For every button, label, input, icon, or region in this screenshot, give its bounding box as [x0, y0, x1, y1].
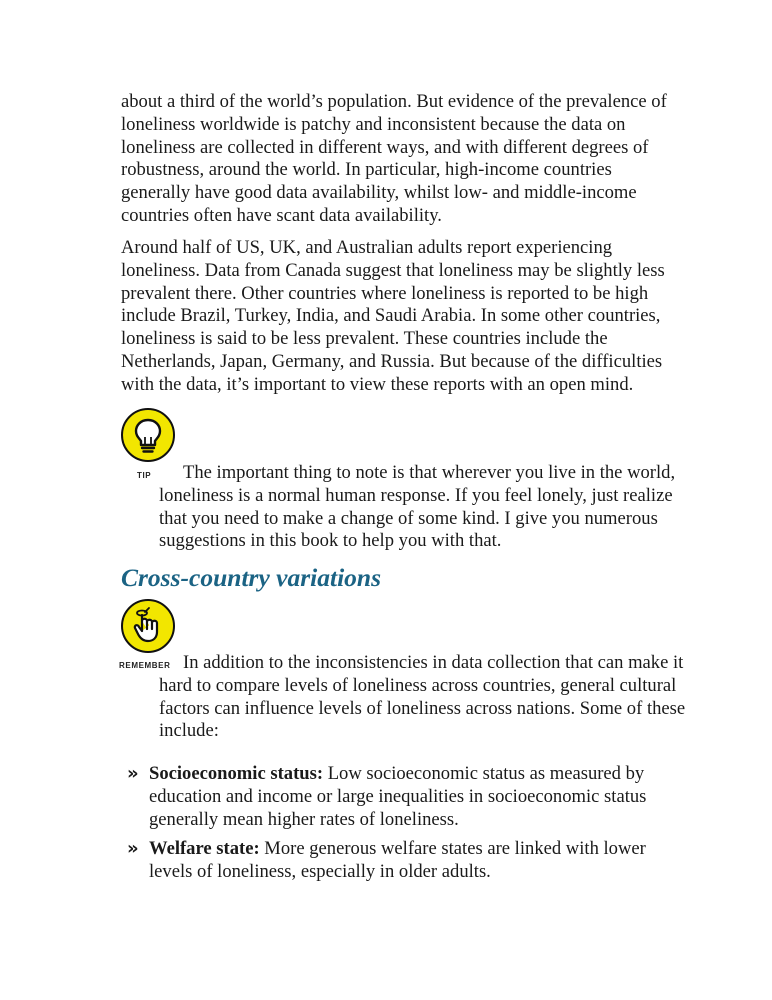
- body-paragraph: about a third of the world’s population. But evidence of the prevalence of loneliness worldwide is patchy and inconsistent because the data on loneliness are collected in different ways, and with different degrees of robustness, around the world. In particular, high-income countries generally have good data availability, whilst low- and middle-income countries often have scant data availability.: [121, 91, 667, 226]
- remember-paragraph: In addition to the inconsistencies in data collection that can make it hard to compare levels of loneliness across countries, general cultural factors can influence levels of loneliness across nations. Some of these include:: [159, 652, 686, 742]
- bullet-text: More generous welfare states are linked with lower levels of loneliness, especially in older adults.: [149, 838, 646, 883]
- bullet-chevron-icon: »: [127, 763, 139, 784]
- list-item: [121, 838, 681, 884]
- tip-label: TIP: [137, 471, 152, 480]
- list-item: [121, 763, 681, 831]
- bullet-chevron-icon: »: [127, 838, 139, 860]
- bullet-list: [121, 763, 681, 891]
- bullet-term: Welfare state:: [149, 838, 260, 860]
- lightbulb-icon: [121, 408, 175, 462]
- section-heading: Cross-country variations: [121, 563, 382, 592]
- remember-label: REMEMBER: [119, 661, 171, 670]
- bullet-term: Socioeconomic status:: [149, 763, 324, 784]
- bullet-text: Low socioeconomic status as measured by education and income or large inequalities in socioeconomic status generally mean higher rates of loneliness.: [149, 763, 647, 830]
- finger-string-icon: [121, 599, 175, 653]
- remember-text: [159, 652, 689, 743]
- body-paragraph: Around half of US, UK, and Australian adults report experiencing loneliness. Data from Canada suggest that loneliness may be slightly less prevalent there. Other countries where loneliness is reported to be high include Brazil, Turkey, India, and Saudi Arabia. In some other countries, loneliness is said to be less prevalent. These countries include the Netherlands, Japan, Germany, and Russia. But because of the difficulties with the data, it’s important to view these reports with an open mind.: [121, 237, 665, 395]
- tip-paragraph: The important thing to note is that wherever you live in the world, loneliness is a normal human response. If you feel lonely, just realize that you need to make a change of some kind. I give you numerous suggestions in this book to help you with that.: [159, 462, 676, 552]
- tip-text: [159, 462, 689, 553]
